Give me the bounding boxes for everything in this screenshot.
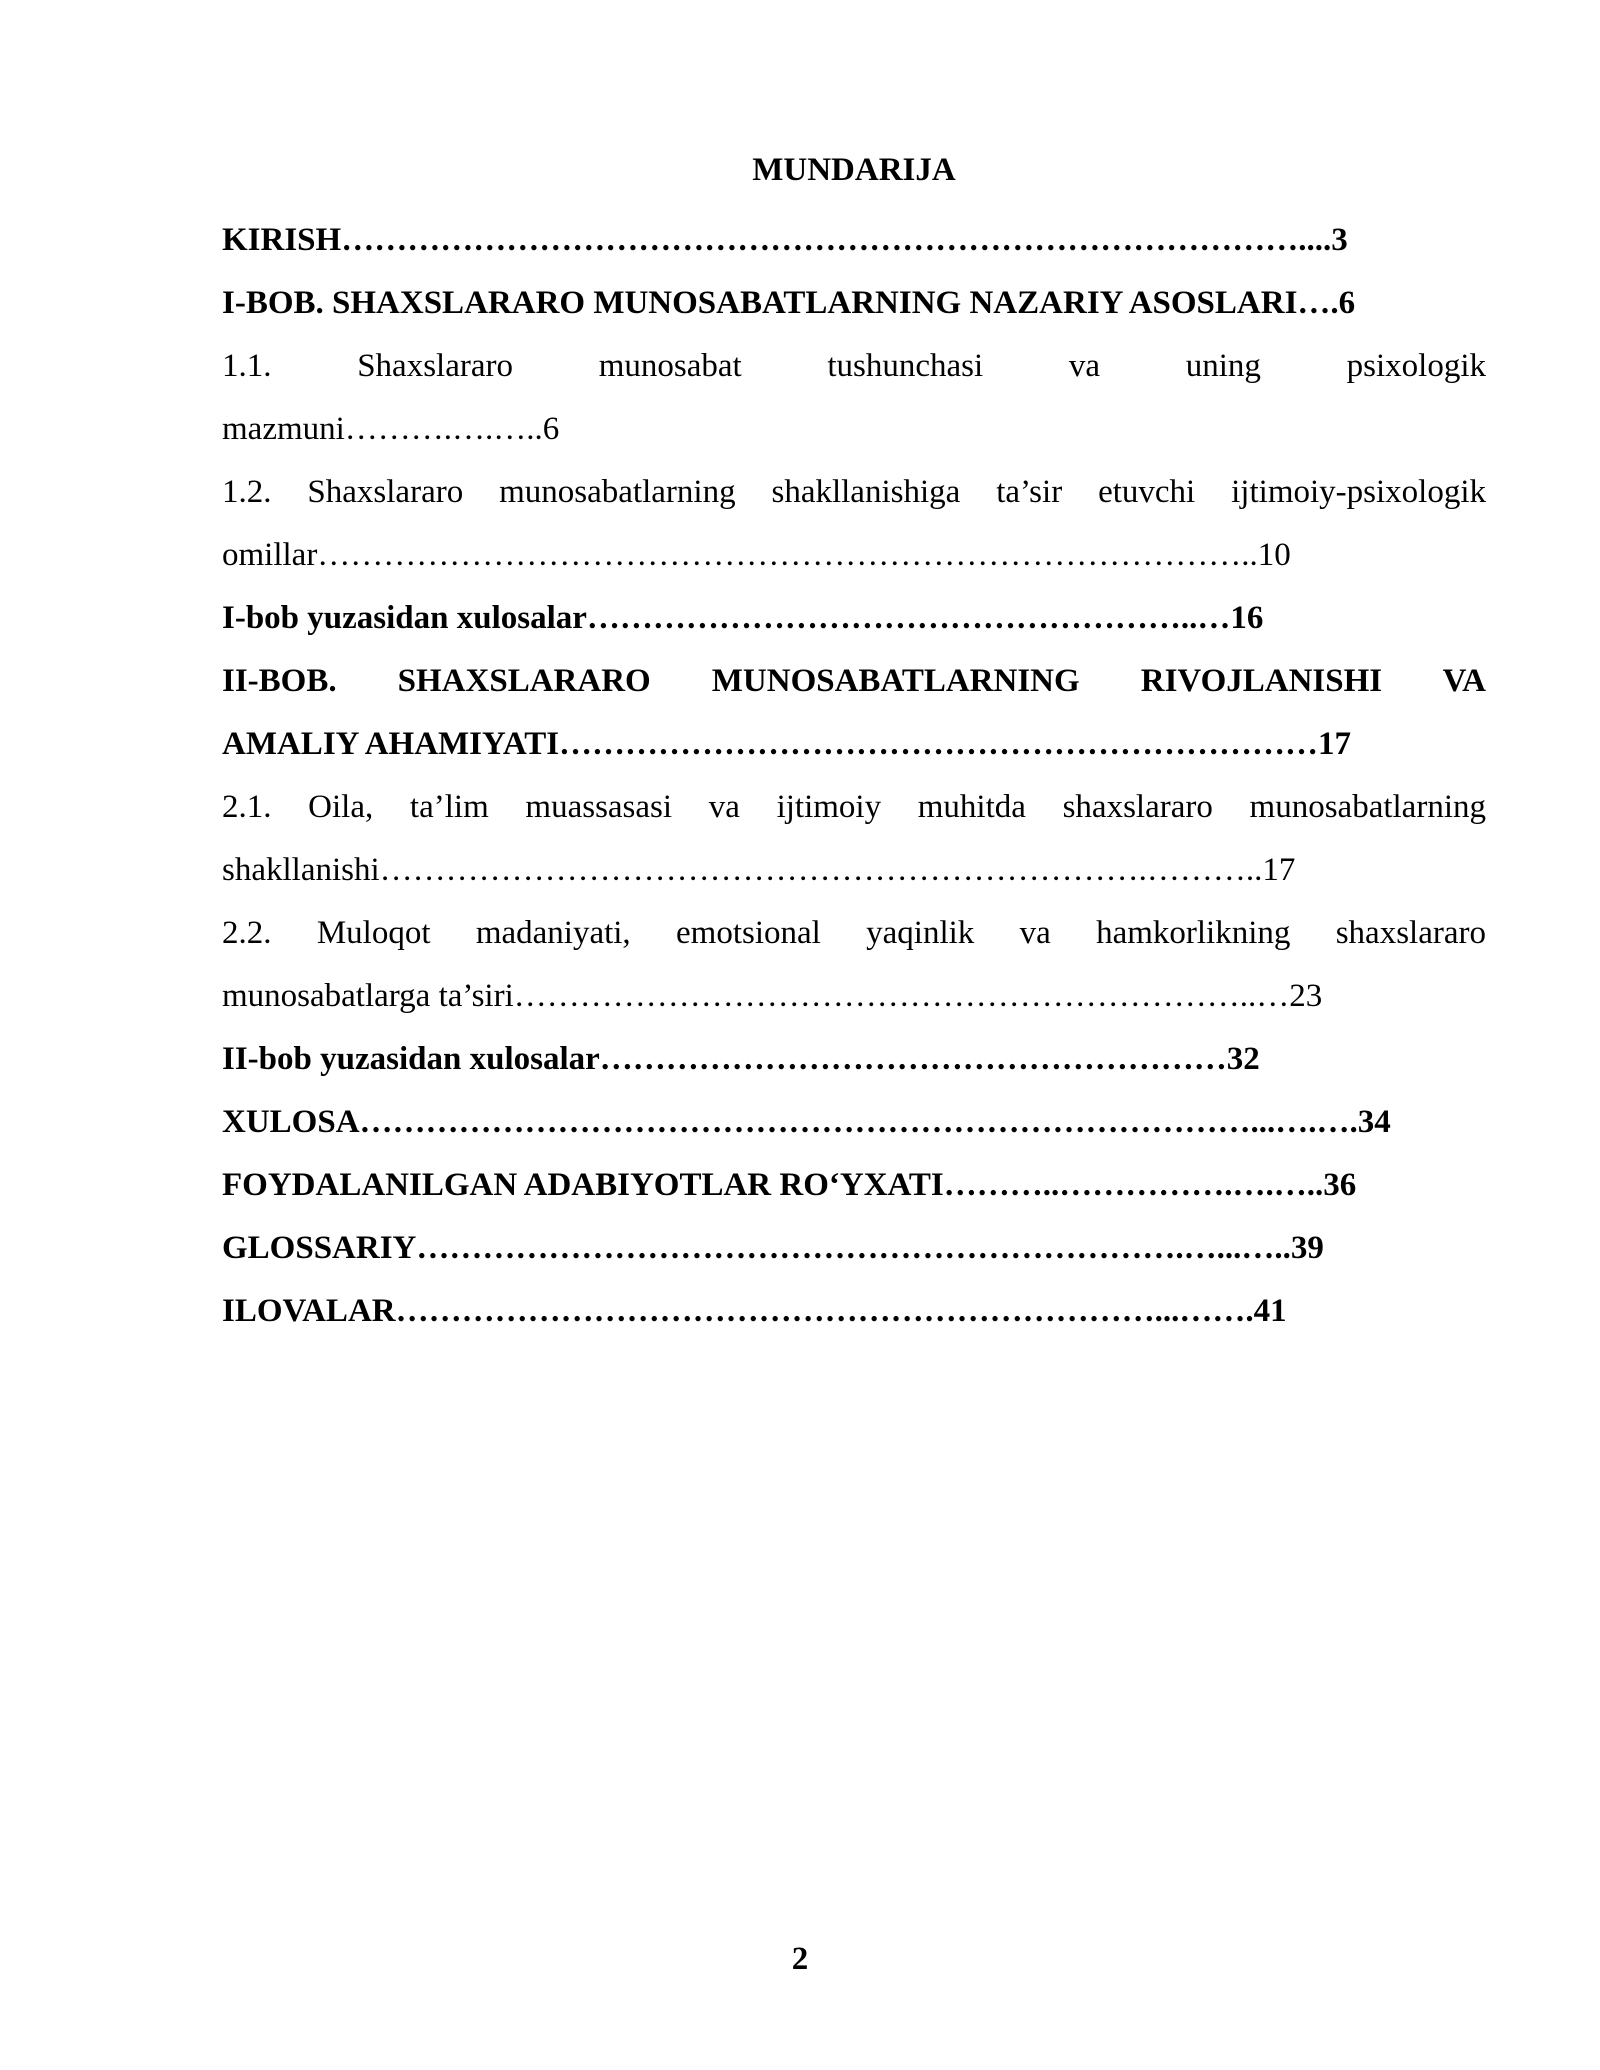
toc-title: MUNDARIJA xyxy=(752,152,956,188)
table-of-contents xyxy=(222,146,1486,1343)
toc-entry-chapter-2-conclusions: II-bob yuzasidan xulosalar…………………………………………………32 xyxy=(222,1041,1260,1077)
toc-entry-section-1-1-cont: mazmuni……….….…..6 xyxy=(222,411,560,447)
toc-entry-chapter-2: II-BOB. SHAXSLARARO MUNOSABATLARNING RIVOJLANISHI VA xyxy=(222,663,1486,699)
toc-entry-section-2-2-cont: munosabatlarga ta’siri…………………………………………………………..…23 xyxy=(222,978,1323,1014)
toc-entry-section-2-1: 2.1. Oila, ta’lim muassasasi va ijtimoiy muhitda shaxslararo munosabatlarning xyxy=(222,789,1486,825)
toc-entry-glossary: GLOSSARIY…………………………………………………………….…...…..39 xyxy=(222,1230,1324,1266)
toc-entry-chapter-1-conclusions: I-bob yuzasidan xulosalar………………………………………………..…16 xyxy=(222,600,1264,636)
toc-entry-references: FOYDALANILGAN ADABIYOTLAR RO‘YXATI………..…………….….…..36 xyxy=(222,1167,1357,1203)
toc-entry-section-2-2: 2.2. Muloqot madaniyati, emotsional yaqinlik va hamkorlikning shaxslararo xyxy=(222,915,1486,951)
toc-entry-kirish: KIRISH……………………………………………………………………………....3 xyxy=(222,222,1348,258)
toc-entry-section-1-2: 1.2. Shaxslararo munosabatlarning shakllanishiga ta’sir etuvchi ijtimoiy-psixologik xyxy=(222,474,1486,510)
toc-entry-section-1-1: 1.1. Shaxslararo munosabat tushunchasi va uning psixologik xyxy=(222,348,1486,384)
toc-entry-section-2-1-cont: shakllanishi…………………………………………………………….………..17 xyxy=(222,852,1296,888)
toc-entry-chapter-2-cont: AMALIY AHAMIYATI……………………………………………………………17 xyxy=(222,726,1352,762)
toc-entry-chapter-1: I-BOB. SHAXSLARARO MUNOSABATLARNING NAZARIY ASOSLARI….6 xyxy=(222,285,1356,321)
page-number: 2 xyxy=(791,1941,809,1977)
toc-entry-appendices: ILOVALAR……………………………………………………………...…….41 xyxy=(222,1293,1287,1329)
toc-entry-section-1-2-cont: omillar…………………………………………………………………………..10 xyxy=(222,537,1291,573)
toc-entry-xulosa: XULOSA………………………………………………………………………...….….34 xyxy=(222,1104,1391,1140)
